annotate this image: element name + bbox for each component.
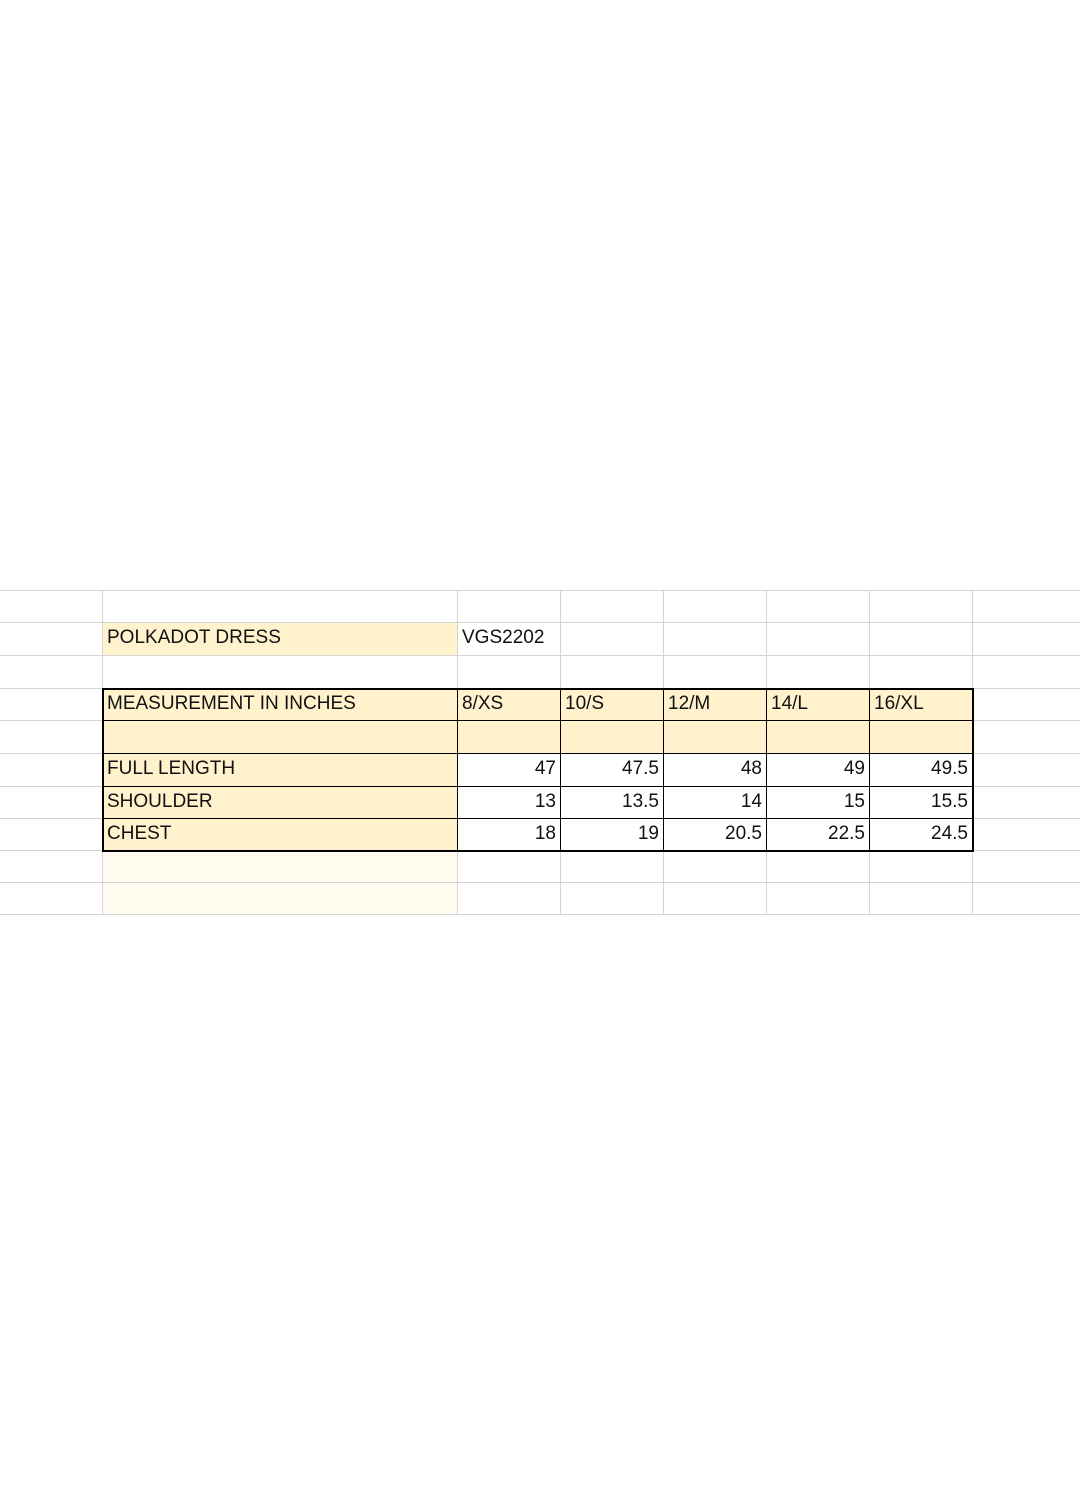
size-header-3[interactable]: 14/L [771, 693, 808, 714]
measurement-value[interactable]: 48 [740, 758, 762, 779]
measurement-value[interactable]: 18 [534, 823, 556, 844]
size-header-4[interactable]: 16/XL [874, 693, 924, 714]
measurement-value[interactable]: 24.5 [931, 823, 968, 844]
size-header-0[interactable]: 8/XS [462, 693, 504, 714]
size-header-1[interactable]: 10/S [565, 693, 605, 714]
blank-cell[interactable] [457, 720, 560, 753]
table-border-left [102, 688, 104, 850]
gridline-row-2 [0, 655, 1080, 656]
measurement-value[interactable]: 14 [740, 791, 762, 812]
blank-cell[interactable] [560, 720, 663, 753]
measurement-value[interactable]: 47 [534, 758, 556, 779]
table-inner-vline [869, 688, 870, 850]
measurement-value[interactable]: 15.5 [931, 791, 968, 812]
measurement-header-cell[interactable]: MEASUREMENT IN INCHES [107, 693, 356, 714]
measurement-value[interactable]: 13.5 [622, 791, 659, 812]
measurement-value[interactable]: 20.5 [725, 823, 762, 844]
style-code-cell[interactable]: VGS2202 [462, 627, 545, 648]
table-inner-vline [457, 688, 458, 850]
size-header-2[interactable]: 12/M [668, 693, 711, 714]
blank-cell[interactable] [766, 720, 869, 753]
measurement-row-label[interactable]: SHOULDER [107, 791, 213, 812]
product-name-cell[interactable]: POLKADOT DRESS [107, 627, 281, 648]
gridline-row-10 [0, 914, 1080, 915]
table-border-bottom [102, 850, 974, 852]
blank-cell[interactable] [869, 720, 972, 753]
gridline-row-0 [0, 590, 1080, 591]
gridline-row-9 [0, 882, 1080, 883]
table-inner-vline [663, 688, 664, 850]
table-inner-hline [102, 786, 972, 787]
table-inner-hline [102, 720, 972, 721]
table-border-top [102, 688, 974, 690]
measurement-value[interactable]: 22.5 [828, 823, 865, 844]
measurement-value[interactable]: 49.5 [931, 758, 968, 779]
table-inner-hline [102, 753, 972, 754]
measurement-value[interactable]: 13 [534, 791, 556, 812]
blank-cell[interactable] [102, 720, 457, 753]
measurement-value[interactable]: 49 [843, 758, 865, 779]
table-inner-hline [102, 818, 972, 819]
measurement-value[interactable]: 15 [843, 791, 865, 812]
measurement-value[interactable]: 47.5 [622, 758, 659, 779]
measurement-row-label[interactable]: FULL LENGTH [107, 758, 236, 779]
measurement-value[interactable]: 19 [637, 823, 659, 844]
table-inner-vline [560, 688, 561, 850]
measurement-row-label[interactable]: CHEST [107, 823, 172, 844]
table-border-right [972, 688, 974, 850]
blank-cell[interactable] [663, 720, 766, 753]
table-inner-vline [766, 688, 767, 850]
